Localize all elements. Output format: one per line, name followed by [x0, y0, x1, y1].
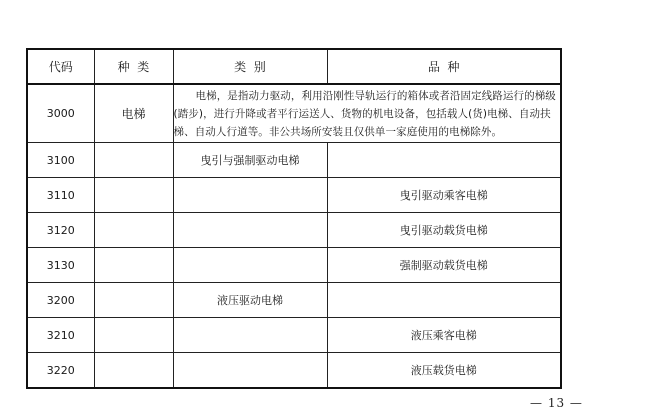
- row-category: [173, 178, 327, 213]
- row-kind: [94, 283, 173, 318]
- row-code: 3100: [27, 143, 94, 178]
- special-equipment-table: [26, 48, 562, 389]
- row-kind: [94, 318, 173, 353]
- row-code: 3120: [27, 213, 94, 248]
- header-category: 类 别: [173, 49, 327, 84]
- row-kind: [94, 143, 173, 178]
- row-variety: 曳引驱动乘客电梯: [327, 178, 561, 213]
- row-category: [173, 318, 327, 353]
- row-kind: [94, 248, 173, 283]
- row-kind: [94, 178, 173, 213]
- row-code: 3210: [27, 318, 94, 353]
- row-variety: 液压载货电梯: [327, 353, 561, 389]
- row-category: 液压驱动电梯: [173, 283, 327, 318]
- row-description: 电梯，是指动力驱动，利用沿刚性导轨运行的箱体或者沿固定线路运行的梯级(踏步)，进行升降或者平行运送人、货物的机电设备，包括载人(货)电梯、自动扶梯、自动人行道等。非公共场所安装且仅供单一家庭使用的电梯除外。: [173, 84, 561, 143]
- row-category: [173, 213, 327, 248]
- row-category: [173, 353, 327, 389]
- table-row-3000: [27, 84, 561, 143]
- row-code: 3200: [27, 283, 94, 318]
- row-code: 3000: [27, 84, 94, 143]
- header-kind: 种 类: [94, 49, 173, 84]
- row-code: 3130: [27, 248, 94, 283]
- table-row: [27, 178, 561, 213]
- table-row: [27, 248, 561, 283]
- row-variety: 强制驱动载货电梯: [327, 248, 561, 283]
- row-kind: 电梯: [94, 84, 173, 143]
- row-variety: [327, 283, 561, 318]
- table-row: [27, 318, 561, 353]
- row-code: 3110: [27, 178, 94, 213]
- row-kind: [94, 353, 173, 389]
- table-header-row: [27, 49, 561, 84]
- page-number: — 13 —: [530, 396, 583, 410]
- row-variety: 曳引驱动载货电梯: [327, 213, 561, 248]
- header-code: 代码: [27, 49, 94, 84]
- row-category: 曳引与强制驱动电梯: [173, 143, 327, 178]
- table-row: [27, 143, 561, 178]
- row-variety: [327, 143, 561, 178]
- row-variety: 液压乘客电梯: [327, 318, 561, 353]
- table-row: [27, 283, 561, 318]
- header-variety: 品 种: [327, 49, 561, 84]
- row-code: 3220: [27, 353, 94, 389]
- table-row: [27, 353, 561, 389]
- row-category: [173, 248, 327, 283]
- table-row: [27, 213, 561, 248]
- row-kind: [94, 213, 173, 248]
